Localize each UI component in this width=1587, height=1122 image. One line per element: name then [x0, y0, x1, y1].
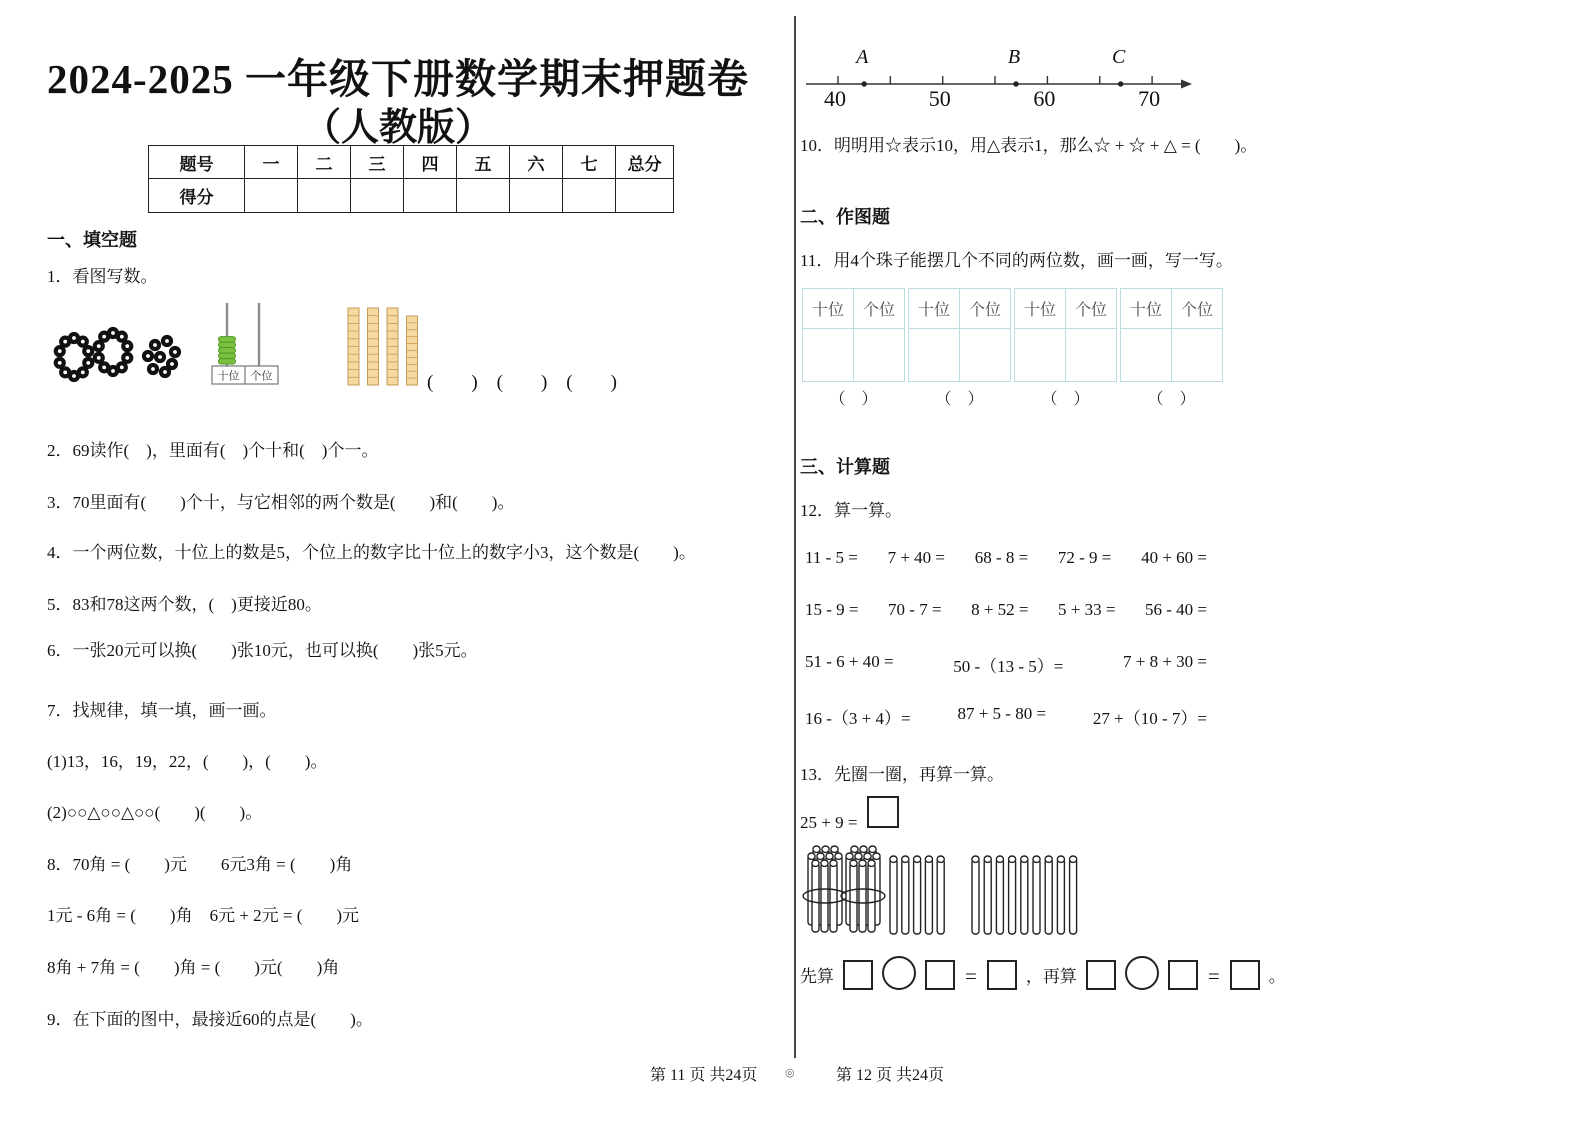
score-empty-cell: [616, 179, 674, 213]
question-3: 3．70里面有( )个十，与它相邻的两个数是( )和( )。: [47, 493, 515, 512]
q13-answer-box: [867, 796, 899, 828]
question-12-label: 12．算一算。: [800, 501, 902, 520]
axis-tick-label: 50: [928, 86, 951, 111]
stick-top: [890, 856, 897, 862]
loose-sticks-group1: [890, 856, 944, 934]
calc-expression: 50 -（13 - 5）=: [953, 657, 1064, 676]
stick: [1033, 859, 1040, 934]
bead: [56, 359, 64, 367]
stick: [812, 863, 819, 932]
stick: [850, 863, 857, 932]
abacus-tens-label: 十位: [217, 370, 240, 383]
stick-top: [855, 853, 862, 859]
stick-top: [1057, 856, 1064, 862]
stick-top: [984, 856, 991, 862]
bead: [163, 337, 171, 345]
calc-expression: 7 + 40 =: [887, 548, 945, 567]
pv-answer-bracket: （ ）: [935, 391, 984, 408]
stick-top: [826, 853, 833, 859]
stick-top: [869, 846, 876, 852]
score-empty-cell: [351, 179, 404, 213]
question-13-label: 13．先圈一圈，再算一算。: [800, 765, 1004, 784]
first-calc-label: 先算: [800, 967, 834, 986]
stick-top: [1021, 856, 1028, 862]
answer-box: [1230, 960, 1260, 990]
abacus: [212, 303, 278, 384]
stick: [902, 859, 909, 934]
place-value-table: [802, 288, 905, 382]
footer-page-left: 第 11 页 共24页: [650, 1067, 758, 1084]
page-subtitle: （人教版）: [302, 107, 493, 149]
score-empty-cell: [245, 179, 298, 213]
equals-sign: =: [965, 964, 977, 988]
bead: [95, 354, 103, 362]
bead: [100, 363, 108, 371]
question-7-part1: (1)13，16，19，22，( )，( )。: [47, 752, 328, 771]
question-11: 11．用4个珠子能摆几个不同的两位数，画一画，写一写。: [800, 251, 1233, 270]
score-table-header-cell: 六: [510, 146, 563, 179]
axis-arrowhead: [1181, 80, 1192, 89]
abacus-bead: [219, 359, 236, 364]
bead: [123, 342, 131, 350]
pv-empty-cell: [909, 329, 960, 382]
pv-empty-cell: [1015, 329, 1066, 382]
stick: [996, 859, 1003, 934]
bead: [123, 354, 131, 362]
place-value-table-block: [908, 288, 1011, 409]
pv-header-cell: 个位: [1172, 289, 1223, 329]
pv-header-cell: 十位: [909, 289, 960, 329]
answer-box: [987, 960, 1017, 990]
q1-label: 1．看图写数。: [47, 267, 158, 286]
section-2-heading: 二、作图题: [800, 207, 890, 227]
point-letter-label: C: [1112, 46, 1126, 68]
section-3-heading: 三、计算题: [800, 457, 890, 477]
stick: [1070, 859, 1077, 934]
calc-expression: 11 - 5 =: [805, 548, 858, 567]
stick-top: [864, 853, 871, 859]
stick-top: [1033, 856, 1040, 862]
stick-top: [831, 846, 838, 852]
stick-top: [817, 853, 824, 859]
marked-point: [1118, 81, 1123, 86]
place-value-tables: [802, 288, 1226, 409]
bead: [84, 359, 92, 367]
abacus-ones-label: 个位: [250, 370, 273, 383]
stick-top: [830, 860, 837, 866]
stick-top: [1009, 856, 1016, 862]
base-ten-rods: [348, 308, 418, 385]
stick: [830, 863, 837, 932]
axis-tick-label: 40: [824, 86, 846, 111]
bead: [118, 333, 126, 341]
calc-problem-row: [805, 548, 1207, 568]
score-table-header-cell: 二: [298, 146, 351, 179]
answer-box: [1086, 960, 1116, 990]
place-value-table-block: [1014, 288, 1117, 409]
stick-top: [808, 853, 815, 859]
marked-point: [861, 81, 866, 86]
section-1-heading: 一、填空题: [47, 230, 137, 250]
stick: [925, 859, 932, 934]
stick-top: [868, 860, 875, 866]
stick: [868, 863, 875, 932]
stick-top: [1070, 856, 1077, 862]
calc-expression: 16 -（3 + 4）=: [805, 709, 911, 728]
question-10: 10．明明用☆表示10，用△表示1，那么☆ + ☆ + △ = ( )。: [800, 136, 1258, 155]
loose-sticks-group2: [972, 856, 1077, 934]
stick-top: [821, 860, 828, 866]
number-line-figure: [792, 42, 1204, 114]
q13-steps-row: [800, 956, 1286, 990]
stick: [1021, 859, 1028, 934]
score-table-header-cell: 五: [457, 146, 510, 179]
stick-top: [873, 853, 880, 859]
stick: [859, 863, 866, 932]
score-empty-cell: [457, 179, 510, 213]
score-table-header-cell: 四: [404, 146, 457, 179]
calc-expression: 72 - 9 =: [1057, 548, 1112, 567]
stick-top: [972, 856, 979, 862]
bead-counters: [56, 329, 179, 380]
score-empty-cell: [563, 179, 616, 213]
place-value-table: [1120, 288, 1223, 382]
question-8-line2: 1元 - 6角 = ( )角 6元 + 2元 = ( )元: [47, 906, 360, 925]
calc-expression: 8 + 52 =: [971, 600, 1029, 619]
bead: [61, 368, 69, 376]
footer-mark-icon: ◎: [785, 1067, 795, 1079]
question-2: 2．69读作( )，里面有( )个十和( )个一。: [47, 441, 379, 460]
stick-top: [851, 846, 858, 852]
q1-answer-blanks: ( ) ( ) ( ): [427, 372, 617, 393]
footer-page-right: 第 12 页 共24页: [836, 1067, 945, 1084]
pv-header-cell: 个位: [960, 289, 1011, 329]
stick-top: [859, 860, 866, 866]
operator-circle: [882, 956, 916, 990]
stick-top: [846, 853, 853, 859]
q13-expression: 25 + 9 =: [800, 813, 858, 832]
score-table-header-cell: 七: [563, 146, 616, 179]
pv-empty-cell: [854, 329, 905, 382]
stick: [821, 863, 828, 932]
abacus-bead: [219, 353, 236, 358]
stick: [972, 859, 979, 934]
pv-header-cell: 十位: [803, 289, 854, 329]
stick: [1045, 859, 1052, 934]
calc-expression: 70 - 7 =: [888, 600, 942, 619]
stick-top: [902, 856, 909, 862]
place-value-table-block: [802, 288, 905, 409]
page-title: 2024-2025 一年级下册数学期末押题卷: [47, 56, 749, 102]
calc-problem-row: [805, 652, 1207, 677]
score-empty-cell: [404, 179, 457, 213]
calc-expression: 5 + 33 =: [1058, 600, 1116, 619]
pv-empty-cell: [960, 329, 1011, 382]
stick-top: [812, 860, 819, 866]
stick-top: [850, 860, 857, 866]
answer-box: [1168, 960, 1198, 990]
question-9: 9．在下面的图中，最接近60的点是( )。: [47, 1010, 373, 1029]
question-8-line3: 8角 + 7角 = ( )角 = ( )元( )角: [47, 958, 340, 977]
stick-top: [914, 856, 921, 862]
stick-top: [822, 846, 829, 852]
pv-empty-cell: [1121, 329, 1172, 382]
abacus-bead: [219, 342, 236, 347]
bead: [151, 341, 159, 349]
sentence-period: 。: [1268, 967, 1286, 986]
pv-empty-cell: [1172, 329, 1223, 382]
question-6: 6．一张20元可以换( )张10元，也可以换( )张5元。: [47, 641, 478, 660]
point-letter-label: A: [856, 46, 869, 68]
pv-header-cell: 十位: [1015, 289, 1066, 329]
bead: [95, 342, 103, 350]
place-value-table-block: [1120, 288, 1223, 409]
bead: [168, 360, 176, 368]
answer-box: [843, 960, 873, 990]
calc-expression: 56 - 40 =: [1145, 600, 1207, 619]
abacus-bead: [219, 348, 236, 353]
stick: [1057, 859, 1064, 934]
bead: [171, 348, 179, 356]
pv-answer-bracket: （ ）: [1147, 391, 1196, 408]
stick-top: [860, 846, 867, 852]
score-table-header-cell: 总分: [616, 146, 674, 179]
stick-top: [835, 853, 842, 859]
question-7-part2: (2)○○△○○△○○( )( )。: [47, 803, 263, 822]
axis-tick-label: 70: [1138, 86, 1161, 111]
equals-sign: =: [1207, 964, 1220, 988]
stick-top: [925, 856, 932, 862]
question-8-line1: 8．70角 = ( )元 6元3角 = ( )角: [47, 855, 353, 874]
pv-empty-cell: [1066, 329, 1117, 382]
bead: [100, 333, 108, 341]
stick: [914, 859, 921, 934]
stick: [890, 859, 897, 934]
stick-bundle-of-ten: [803, 846, 847, 932]
axis-tick-label: 60: [1033, 86, 1056, 111]
operator-circle: [1125, 956, 1159, 990]
score-empty-cell: [510, 179, 563, 213]
bead: [156, 353, 164, 361]
bead: [84, 347, 92, 355]
stick-top: [937, 856, 944, 862]
answer-box: [925, 960, 955, 990]
pv-header-cell: 个位: [1066, 289, 1117, 329]
stick: [1009, 859, 1016, 934]
abacus-bead: [219, 337, 236, 342]
bead: [144, 352, 152, 360]
calc-expression: 68 - 8 =: [974, 548, 1029, 567]
stick-top: [996, 856, 1003, 862]
stick: [984, 859, 991, 934]
then-calc-label: ，再算: [1025, 967, 1077, 986]
stick-top: [813, 846, 820, 852]
point-letter-label: B: [1007, 46, 1021, 68]
calc-problem-row: [805, 704, 1207, 729]
calc-expression: 7 + 8 + 30 =: [1122, 652, 1207, 671]
calc-expression: 27 +（10 - 7）=: [1092, 709, 1207, 728]
stick-bundle-of-ten: [841, 846, 885, 932]
calc-expression: 15 - 9 =: [805, 600, 859, 619]
score-table-header-cell: 三: [351, 146, 404, 179]
stick: [937, 859, 944, 934]
score-empty-cell: [298, 179, 351, 213]
place-value-table: [1014, 288, 1117, 382]
calc-expression: 51 - 6 + 40 =: [805, 652, 894, 671]
question-7: 7．找规律，填一填，画一画。: [47, 701, 277, 720]
pv-header-cell: 十位: [1121, 289, 1172, 329]
score-table-header-cell: 题号: [149, 146, 245, 179]
calc-expression: 40 + 60 =: [1141, 548, 1207, 567]
bead: [149, 365, 157, 373]
question-5: 5．83和78这两个数，( )更接近80。: [47, 595, 322, 614]
question-4: 4．一个两位数，十位上的数是5，个位上的数字比十位上的数字小3，这个数是( )。: [47, 543, 696, 562]
calc-problem-row: [805, 600, 1207, 620]
bead: [79, 338, 87, 346]
pv-answer-bracket: （ ）: [1041, 391, 1090, 408]
score-table: [148, 145, 674, 213]
pv-answer-bracket: （ ）: [829, 391, 878, 408]
q13-sticks-figure: [796, 844, 1096, 944]
score-table-header-cell: 一: [245, 146, 298, 179]
place-value-table: [908, 288, 1011, 382]
bead: [56, 347, 64, 355]
pv-empty-cell: [803, 329, 854, 382]
score-row-label: 得分: [149, 179, 245, 213]
pv-header-cell: 个位: [854, 289, 905, 329]
marked-point: [1013, 81, 1018, 86]
bead: [61, 338, 69, 346]
stick-top: [1045, 856, 1052, 862]
bead: [161, 368, 169, 376]
calc-expression: 87 + 5 - 80 =: [957, 704, 1047, 723]
